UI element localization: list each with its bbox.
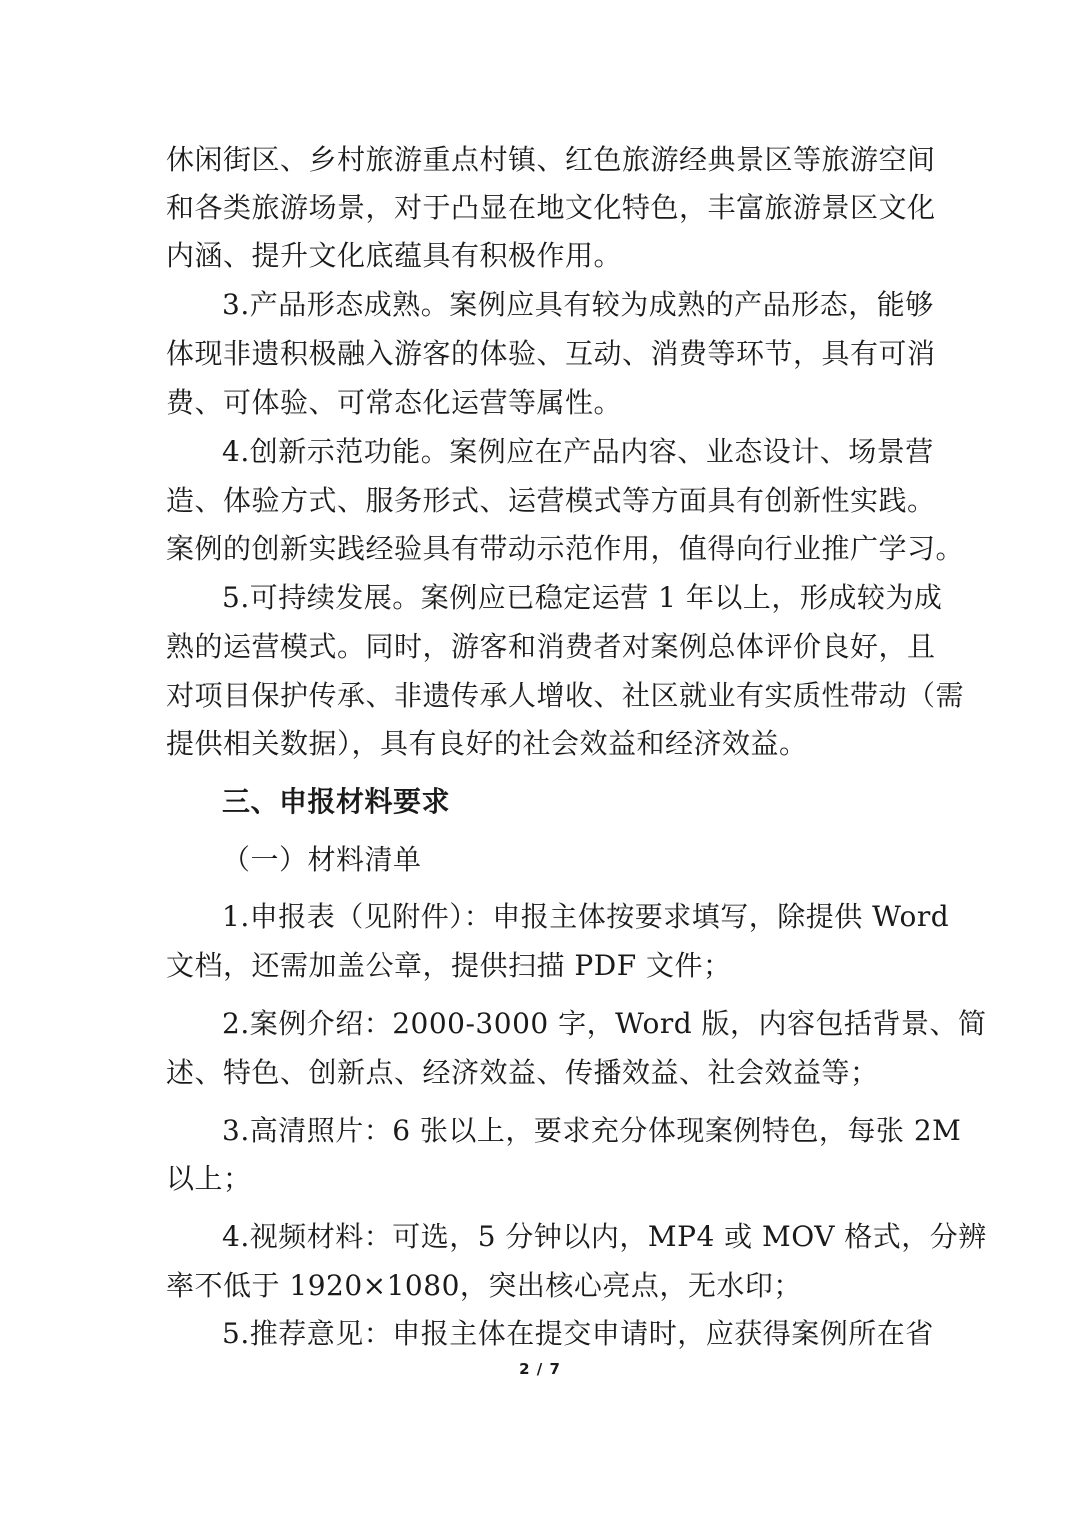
list-item-line: 率不低于 1920×1080，突出核心亮点，无水印； bbox=[166, 1269, 802, 1302]
subsection-heading: （一）材料清单 bbox=[222, 843, 422, 876]
paragraph-line: 对项目保护传承、非遗传承人增收、社区就业有实质性带动（需 bbox=[166, 679, 965, 712]
paragraph-line: 造、体验方式、服务形式、运营模式等方面具有创新性实践。 bbox=[166, 484, 936, 517]
list-item-line: 文档，还需加盖公章，提供扫描 PDF 文件； bbox=[166, 949, 732, 982]
paragraph-line: 4.创新示范功能。案例应在产品内容、业态设计、场景营 bbox=[222, 435, 934, 468]
list-item-line: 4.视频材料：可选，5 分钟以内，MP4 或 MOV 格式，分辨 bbox=[222, 1220, 987, 1253]
section-heading: 三、申报材料要求 bbox=[222, 785, 451, 818]
list-item-line: 述、特色、创新点、经济效益、传播效益、社会效益等； bbox=[166, 1056, 879, 1089]
paragraph-line: 休闲街区、乡村旅游重点村镇、红色旅游经典景区等旅游空间 bbox=[166, 143, 936, 176]
paragraph-line: 提供相关数据），具有良好的社会效益和经济效益。 bbox=[166, 727, 808, 760]
paragraph-line: 费、可体验、可常态化运营等属性。 bbox=[166, 386, 623, 419]
list-item-line: 以上； bbox=[166, 1162, 252, 1195]
list-item-line: 5.推荐意见：申报主体在提交申请时，应获得案例所在省 bbox=[222, 1317, 934, 1350]
list-item-line: 3.高清照片：6 张以上，要求充分体现案例特色，每张 2M bbox=[222, 1114, 962, 1147]
paragraph-line: 体现非遗积极融入游客的体验、互动、消费等环节，具有可消 bbox=[166, 337, 936, 370]
paragraph-line: 5.可持续发展。案例应已稳定运营 1 年以上，形成较为成 bbox=[222, 581, 943, 614]
page-number: 2 / 7 bbox=[519, 1360, 561, 1378]
paragraph-line: 3.产品形态成熟。案例应具有较为成熟的产品形态，能够 bbox=[222, 288, 934, 321]
paragraph-line: 案例的创新实践经验具有带动示范作用，值得向行业推广学习。 bbox=[166, 532, 965, 565]
list-item-line: 2.案例介绍：2000-3000 字，Word 版，内容包括背景、简 bbox=[222, 1007, 987, 1040]
paragraph-line: 内涵、提升文化底蕴具有积极作用。 bbox=[166, 239, 623, 272]
paragraph-line: 熟的运营模式。同时，游客和消费者对案例总体评价良好，且 bbox=[166, 630, 936, 663]
list-item-line: 1.申报表（见附件）：申报主体按要求填写，除提供 Word bbox=[222, 900, 950, 933]
paragraph-line: 和各类旅游场景，对于凸显在地文化特色，丰富旅游景区文化 bbox=[166, 191, 936, 224]
